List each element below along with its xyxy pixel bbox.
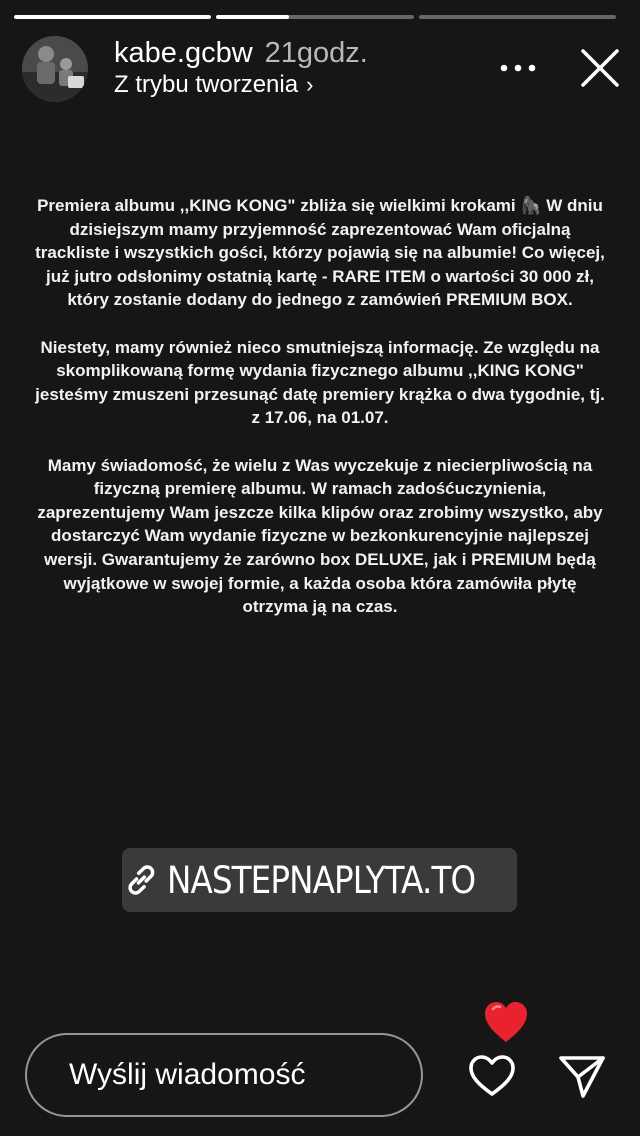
red-heart-icon [483, 1000, 529, 1044]
send-icon [556, 1050, 608, 1102]
avatar[interactable] [22, 36, 88, 102]
story-paragraph: Premiera albumu ,,KING KONG" zbliża się wielkimi krokami 🦍 W dniu dzisiejszym mamy przyjemność zaprezentować Wam oficjalną trackliste i wszystkich gości, którzy pojawią się na albumie! Co więcej, już jutro odsłonimy ostatnią kartę - RARE ITEM o wartości 30 000 zł, który zostanie dodany do jednego z zamówień PREMIUM BOX. [35, 196, 605, 310]
create-mode-label: Z trybu tworzenia [114, 71, 299, 98]
heart-outline-icon [466, 1050, 518, 1102]
more-options-button[interactable] [496, 50, 540, 86]
story-paragraph: Mamy świadomość, że wielu z Was wyczekuje z niecierpliwością na fizyczną premierę albumu. W ramach zadośćuczynienia, zaprezentujemy Wam jeszcze kilka klipów oraz zrobimy wszystko, aby dostarczyć Wam wydanie fizyczne w bezkonkurencyjnie najlepszej wersji. Gwarantujemy że zarówno box DELUXE, jak i PREMIUM będą wyjątkowe w swojej formie, a każda osoba która zamówiła płytę otrzyma ją na czas. [37, 455, 603, 617]
story-text [30, 194, 610, 642]
link-sticker-text: NASTEPNAPLYTA.TO [166, 858, 475, 902]
timestamp: 21godz. [264, 37, 368, 69]
close-icon [578, 46, 622, 90]
username[interactable]: kabe.gcbw [114, 37, 253, 69]
chevron-right-icon: › [306, 72, 314, 97]
story-progress-bar [14, 15, 616, 19]
progress-fill [216, 15, 289, 19]
like-button[interactable] [466, 1050, 518, 1102]
progress-segment [419, 15, 616, 19]
create-mode-link[interactable] [114, 70, 313, 100]
progress-fill [14, 15, 211, 19]
story-header [22, 32, 622, 104]
send-button[interactable] [556, 1050, 608, 1102]
message-placeholder: Wyślij wiadomość [69, 1058, 306, 1091]
avatar-image [22, 36, 88, 102]
more-dots-icon [498, 63, 538, 73]
progress-segment [216, 15, 413, 19]
close-button[interactable] [578, 46, 622, 90]
progress-segment [14, 15, 211, 19]
link-sticker[interactable] [122, 848, 517, 912]
story-paragraph: Niestety, mamy również nieco smutniejszą informację. Ze względu na skomplikowaną formę wydania fizycznego albumu ,,KING KONG" jesteśmy zmuszeni przesunąć datę premiery krążka o dwa tygodnie, tj. z 17.06, na 01.07. [35, 337, 605, 428]
user-line [114, 36, 368, 70]
message-input[interactable] [25, 1033, 423, 1117]
link-icon [122, 860, 161, 900]
